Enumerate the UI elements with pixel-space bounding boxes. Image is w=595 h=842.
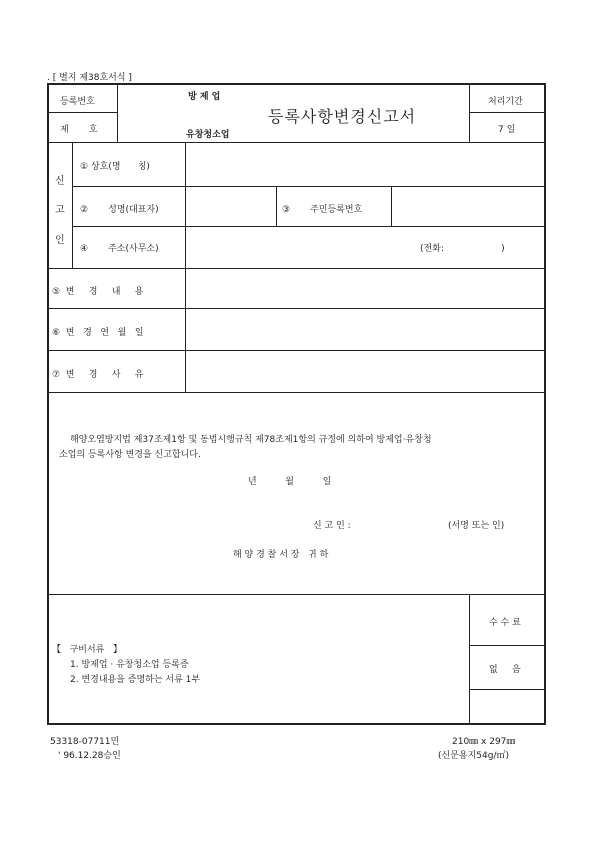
applicant-side-char-3: 인 <box>55 235 65 246</box>
processing-period-label: 처리기간 <box>488 97 523 107</box>
representative-name-label: ② 성명(대표자) <box>80 205 159 215</box>
header-divider-left <box>117 84 118 142</box>
fee-bottom-line <box>469 689 545 690</box>
resident-registration-number-label: ③ 주민등록번호 <box>282 205 363 215</box>
applicant-row1-line <box>72 186 545 187</box>
phone-number-field: (전화: ) <box>420 244 505 254</box>
office-address-label: ④ 주소(사무소) <box>80 244 159 254</box>
applicant-bottom-line <box>48 268 545 269</box>
fee-label: 수 수 료 <box>489 618 521 628</box>
paper-size: 210㎜ x 297㎜ <box>452 737 516 747</box>
rrn-label-right-divider <box>391 186 392 226</box>
change-date-label: ⑥ 변 경 연 월 일 <box>52 328 144 338</box>
header-bottom-line <box>48 142 545 143</box>
approval-date: ' 96.12.28승인 <box>58 751 121 761</box>
change-date-bottom-line <box>48 350 545 351</box>
addressee: 해 양 경 찰 서 장 귀 하 <box>233 550 329 560</box>
applicant-side-char-1: 신 <box>55 176 65 187</box>
fee-middle-line <box>469 645 545 646</box>
declaration-text-line2: 소업의 등록사항 변경을 신고합니다. <box>59 450 201 460</box>
rrn-label-left-divider <box>276 186 277 226</box>
applicant-row2-line <box>72 226 545 227</box>
signer-label: 신 고 인 : <box>313 521 351 531</box>
form-frame <box>47 83 546 725</box>
declaration-date: 년 월 일 <box>248 477 332 487</box>
processing-period-value: 7 일 <box>498 125 516 135</box>
label-column-divider <box>185 142 186 392</box>
form-code: 53318-07711민 <box>50 737 120 747</box>
change-reason-label: ⑦ 변 경 사 유 <box>52 370 144 380</box>
applicant-side-divider <box>72 142 73 268</box>
fee-value: 없 음 <box>489 665 521 675</box>
registration-number-label: 등록번호 <box>60 97 95 107</box>
header-category-bottom: 유창청소업 <box>186 130 230 140</box>
form-number-label: . [ 별지 제38호서식 ] <box>47 73 132 83</box>
header-category-top: 방 제 업 <box>188 92 221 102</box>
required-document-1: 1. 방제업 · 유창청소업 등록증 <box>70 660 189 670</box>
header-divider-right <box>469 84 470 142</box>
fee-column-divider <box>469 594 470 724</box>
change-content-label: ⑤ 변 경 내 용 <box>52 287 144 297</box>
paper-type: (신문용지54g/㎡) <box>438 751 509 761</box>
header-inner-line-right <box>469 112 545 113</box>
applicant-side-char-2: 고 <box>55 205 65 216</box>
page-title: 등록사항변경신고서 <box>268 107 417 126</box>
declaration-text-line1: 해양오염방지법 제37조제1항 및 동법시행규칙 제78조제1항의 규정에 의하여 방제업·유창청 <box>70 435 432 445</box>
je-ho-label: 제 호 <box>60 125 98 135</box>
documents-top-line <box>48 594 545 595</box>
signature-hint: (서명 또는 인) <box>448 521 505 531</box>
change-content-bottom-line <box>48 308 545 309</box>
required-document-2: 2. 변경내용을 증명하는 서류 1부 <box>70 675 201 685</box>
header-inner-line-left <box>48 112 117 113</box>
required-documents-heading: 【 구비서류 】 <box>52 645 122 655</box>
change-reason-bottom-line <box>48 392 545 393</box>
business-name-label: ① 상호(명 칭) <box>80 162 150 172</box>
